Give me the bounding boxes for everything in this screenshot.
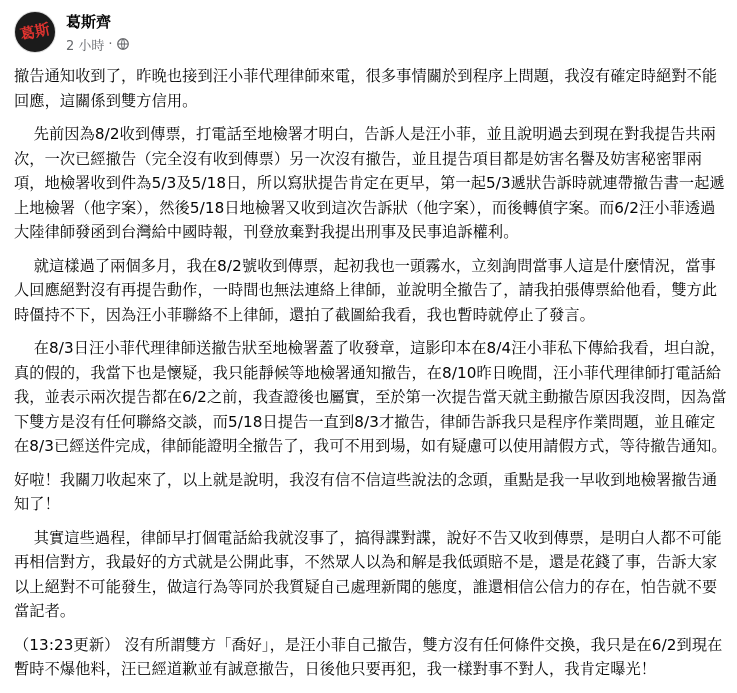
author-block: [66, 11, 129, 54]
post-paragraph: 就這樣過了兩個多月，我在8/2號收到傳票，起初我也一頭霧水，立刻詢問當事人這是什麼情況，當事人回應絕對沒有再提告動作，一時間也無法連絡上律師，並說明全撤告了，請我拍張傳票給他看，雙方此時僵持不下，因為汪小菲聯絡不上律師，還拍了截圖給我看，我也暫時就停止了發言。: [14, 256, 718, 324]
post-body: [14, 64, 729, 682]
author-avatar[interactable]: [14, 11, 56, 53]
post-header: [14, 4, 729, 60]
author-name[interactable]: 葛斯齊: [66, 12, 112, 31]
avatar-logo: 葛斯: [18, 20, 52, 44]
globe-icon[interactable]: [117, 38, 129, 50]
post-paragraph: 其實這些過程，律師早打個電話給我就沒事了，搞得諜對諜，說好不告又收到傳票，是明白人都不可能再相信對方，我最好的方式就是公開此事，不然眾人以為和解是我低頭賠不是，還是花錢了事，告訴大家以上絕對不可能發生，做這行為等同於我質疑自己處理新聞的態度，誰還相信公信力的存在，怕告就不要當記者。: [14, 528, 722, 620]
meta-separator: ·: [108, 36, 113, 52]
post-meta: [66, 35, 129, 54]
post-timestamp[interactable]: 2 小時: [66, 38, 105, 54]
post-paragraph: 好啦！我關刀收起來了，以上就是說明，我沒有信不信這些說法的念頭，重點是我一早收到地檢署撤告通知了！: [14, 470, 718, 513]
post-paragraph: 撤告通知收到了，昨晚也接到汪小菲代理律師來電，很多事情關於到程序上問題，我沒有確定時絕對不能回應，這關係到雙方信用。: [14, 67, 718, 110]
post-paragraph: 在8/3日汪小菲代理律師送撤告狀至地檢署蓋了收發章，這影印本在8/4汪小菲私下傳給我看，坦白說，真的假的，我當下也是懷疑，我只能靜候等地檢署通知撤告，在8/10昨日晚間，汪小菲代理律師打電話給我，並表示兩次提告都在6/2之前，我查證後也屬實，至於第一次提告當天就主動撤告原因我沒問，因為當下雙方是沒有任何聯絡交談，而5/18日提告一直到8/3才撤告，律師告訴我只是程序作業問題，並且確定在8/3已經送件完成，律師能證明全撤告了，我可不用到場，如有疑慮可以使用請假方式，等待撤告通知。: [14, 339, 727, 455]
post-paragraph: （13:23更新） 沒有所謂雙方「喬好」，是汪小菲自己撤告，雙方沒有任何條件交換，我只是在6/2到現在暫時不爆他料，汪已經道歉並有誠意撤告，日後他只要再犯，我一樣對事不對人，我肯定曝光！: [14, 635, 723, 678]
post-paragraph: 先前因為8/2收到傳票，打電話至地檢署才明白，告訴人是汪小菲，並且說明過去到現在對我提告共兩次，一次已經撤告（完全沒有收到傳票）另一次沒有撤告，並且提告項目都是妨害名譽及妨害秘密罪兩項，地檢署收到件為5/3及5/18日，所以寫狀提告肯定在更早，第一起5/3遞狀告訴時就連帶撤告書一起遞上地檢署（他字案），然後5/18日地檢署又收到這次告訴狀（他字案），而後轉偵字案。而6/2汪小菲透過大陸律師發函到台灣給中國時報，刊登放棄對我提出刑事及民事追訴權利。: [14, 125, 725, 241]
